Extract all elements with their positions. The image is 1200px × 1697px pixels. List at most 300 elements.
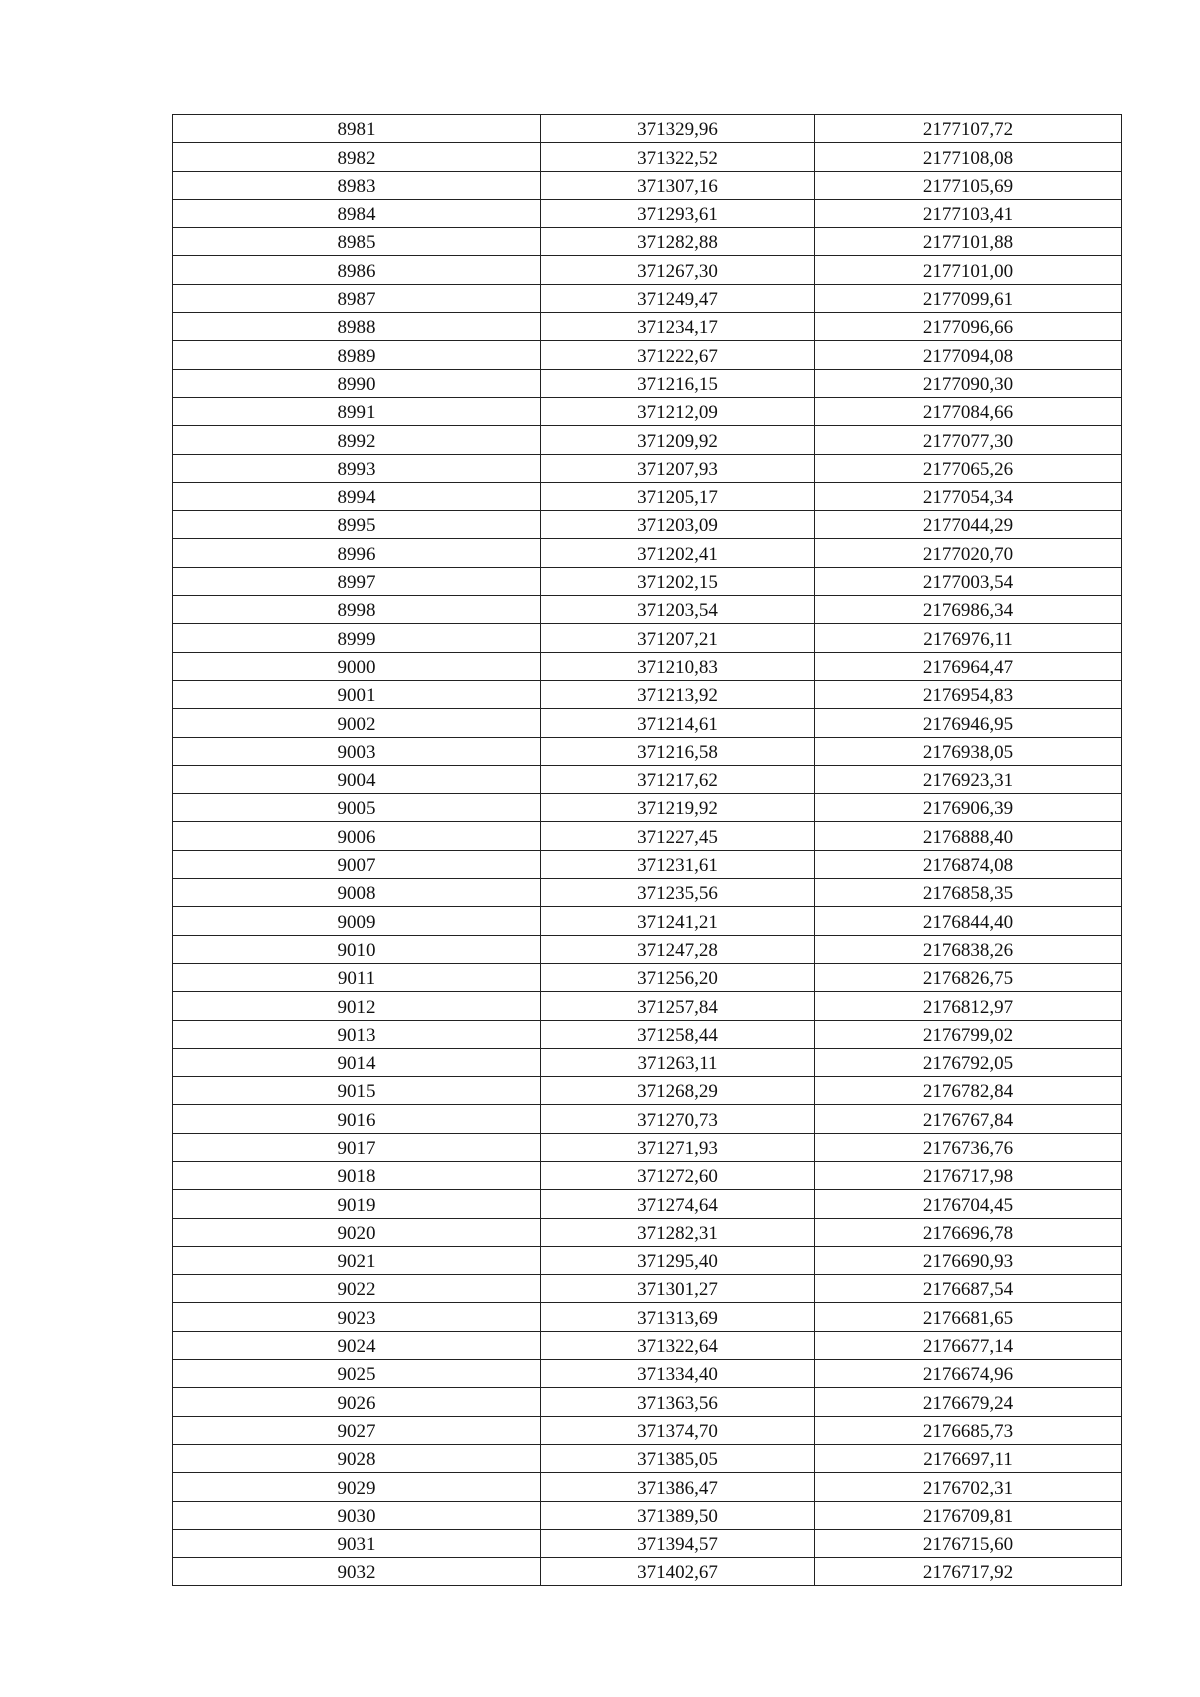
cell-text: 2176704,45: [922, 1194, 1014, 1216]
table-row: [173, 482, 1122, 510]
point-number-cell: [173, 397, 541, 425]
point-number-cell: [173, 454, 541, 482]
cell-text: 2176685,73: [922, 1420, 1014, 1442]
cell-text: 2177103,41: [922, 204, 1014, 226]
cell-text: 9017: [337, 1137, 376, 1159]
cell-text: 8997: [337, 572, 376, 594]
point-number-cell: [173, 963, 541, 991]
table-row: [173, 879, 1122, 907]
table-row: [173, 284, 1122, 312]
y-coordinate-cell: [815, 907, 1122, 935]
y-coordinate-cell: [815, 171, 1122, 199]
y-coordinate-cell: [815, 1048, 1122, 1076]
y-coordinate-cell: [815, 1388, 1122, 1416]
table-row: [173, 143, 1122, 171]
cell-text: 8986: [337, 260, 376, 282]
y-coordinate-cell: [815, 1416, 1122, 1444]
x-coordinate-cell: [541, 426, 815, 454]
x-coordinate-cell: [541, 1331, 815, 1359]
cell-text: 371202,15: [637, 572, 718, 594]
cell-text: 371203,54: [637, 600, 718, 622]
cell-text: 2176782,84: [922, 1081, 1014, 1103]
x-coordinate-cell: [541, 1218, 815, 1246]
point-number-cell: [173, 1077, 541, 1105]
point-number-cell: [173, 341, 541, 369]
x-coordinate-cell: [541, 709, 815, 737]
y-coordinate-cell: [815, 199, 1122, 227]
cell-text: 2176826,75: [922, 968, 1014, 990]
cell-text: 371213,92: [637, 685, 718, 707]
cell-text: 2177065,26: [922, 458, 1014, 480]
x-coordinate-cell: [541, 454, 815, 482]
table-row: [173, 652, 1122, 680]
cell-text: 9026: [337, 1392, 376, 1414]
point-number-cell: [173, 794, 541, 822]
cell-text: 371282,88: [637, 232, 718, 254]
cell-text: 2176717,98: [922, 1166, 1014, 1188]
y-coordinate-cell: [815, 1360, 1122, 1388]
cell-text: 371322,52: [637, 147, 718, 169]
cell-text: 371402,67: [637, 1562, 718, 1584]
cell-text: 371203,09: [637, 515, 718, 537]
point-number-cell: [173, 1444, 541, 1472]
x-coordinate-cell: [541, 1558, 815, 1586]
point-number-cell: [173, 143, 541, 171]
cell-text: 371307,16: [637, 175, 718, 197]
x-coordinate-cell: [541, 313, 815, 341]
point-number-cell: [173, 1105, 541, 1133]
cell-text: 2177044,29: [922, 515, 1014, 537]
cell-text: 371247,28: [637, 939, 718, 961]
point-number-cell: [173, 1020, 541, 1048]
y-coordinate-cell: [815, 115, 1122, 143]
y-coordinate-cell: [815, 850, 1122, 878]
cell-text: 9029: [337, 1477, 376, 1499]
cell-text: 9024: [337, 1336, 376, 1358]
x-coordinate-cell: [541, 482, 815, 510]
cell-text: 8983: [337, 175, 376, 197]
point-number-cell: [173, 935, 541, 963]
cell-text: 9008: [337, 883, 376, 905]
cell-text: 2176690,93: [922, 1251, 1014, 1273]
cell-text: 9020: [337, 1222, 376, 1244]
point-number-cell: [173, 737, 541, 765]
cell-text: 2176715,60: [922, 1534, 1014, 1556]
y-coordinate-cell: [815, 1529, 1122, 1557]
cell-text: 371374,70: [637, 1420, 718, 1442]
table-row: [173, 171, 1122, 199]
cell-text: 9031: [337, 1534, 376, 1556]
table-row: [173, 115, 1122, 143]
y-coordinate-cell: [815, 454, 1122, 482]
cell-text: 9030: [337, 1505, 376, 1527]
cell-text: 8990: [337, 373, 376, 395]
point-number-cell: [173, 709, 541, 737]
cell-text: 371219,92: [637, 798, 718, 820]
cell-text: 9011: [337, 968, 376, 990]
point-number-cell: [173, 1303, 541, 1331]
cell-text: 2177090,30: [922, 373, 1014, 395]
y-coordinate-cell: [815, 1105, 1122, 1133]
cell-text: 8982: [337, 147, 376, 169]
y-coordinate-cell: [815, 624, 1122, 652]
y-coordinate-cell: [815, 1501, 1122, 1529]
cell-text: 9025: [337, 1364, 376, 1386]
cell-text: 371301,27: [637, 1279, 718, 1301]
x-coordinate-cell: [541, 1529, 815, 1557]
cell-text: 2176792,05: [922, 1053, 1014, 1075]
x-coordinate-cell: [541, 397, 815, 425]
table-row: [173, 1529, 1122, 1557]
table-row: [173, 1473, 1122, 1501]
y-coordinate-cell: [815, 1275, 1122, 1303]
y-coordinate-cell: [815, 737, 1122, 765]
table-row: [173, 397, 1122, 425]
cell-text: 2176696,78: [922, 1222, 1014, 1244]
table-row: [173, 567, 1122, 595]
y-coordinate-cell: [815, 1331, 1122, 1359]
cell-text: 371234,17: [637, 317, 718, 339]
cell-text: 2176702,31: [922, 1477, 1014, 1499]
cell-text: 2176697,11: [923, 1449, 1013, 1471]
point-number-cell: [173, 680, 541, 708]
x-coordinate-cell: [541, 1360, 815, 1388]
point-number-cell: [173, 199, 541, 227]
cell-text: 371389,50: [637, 1505, 718, 1527]
cell-text: 2176954,83: [922, 685, 1014, 707]
point-number-cell: [173, 426, 541, 454]
cell-text: 2176709,81: [922, 1505, 1014, 1527]
cell-text: 2176679,24: [922, 1392, 1014, 1414]
cell-text: 2176677,14: [922, 1336, 1014, 1358]
x-coordinate-cell: [541, 1303, 815, 1331]
cell-text: 8993: [337, 458, 376, 480]
y-coordinate-cell: [815, 1303, 1122, 1331]
point-number-cell: [173, 115, 541, 143]
x-coordinate-cell: [541, 1275, 815, 1303]
cell-text: 2177108,08: [922, 147, 1014, 169]
cell-text: 2176844,40: [922, 911, 1014, 933]
x-coordinate-cell: [541, 737, 815, 765]
cell-text: 8987: [337, 289, 376, 311]
table-row: [173, 369, 1122, 397]
point-number-cell: [173, 1360, 541, 1388]
table-row: [173, 1444, 1122, 1472]
cell-text: 2176812,97: [922, 996, 1014, 1018]
cell-text: 9018: [337, 1166, 376, 1188]
point-number-cell: [173, 1558, 541, 1586]
table-row: [173, 1133, 1122, 1161]
table-row: [173, 1331, 1122, 1359]
cell-text: 8999: [337, 628, 376, 650]
y-coordinate-cell: [815, 1444, 1122, 1472]
x-coordinate-cell: [541, 596, 815, 624]
table-row: [173, 1218, 1122, 1246]
coordinates-table: [172, 114, 1122, 1586]
point-number-cell: [173, 879, 541, 907]
cell-text: 2176923,31: [922, 770, 1014, 792]
cell-text: 8992: [337, 430, 376, 452]
table-row: [173, 1303, 1122, 1331]
cell-text: 2177020,70: [922, 543, 1014, 565]
table-row: [173, 624, 1122, 652]
x-coordinate-cell: [541, 1161, 815, 1189]
cell-text: 8981: [337, 119, 376, 141]
y-coordinate-cell: [815, 539, 1122, 567]
cell-text: 2177054,34: [922, 487, 1014, 509]
y-coordinate-cell: [815, 567, 1122, 595]
point-number-cell: [173, 567, 541, 595]
y-coordinate-cell: [815, 765, 1122, 793]
cell-text: 371295,40: [637, 1251, 718, 1273]
x-coordinate-cell: [541, 1020, 815, 1048]
cell-text: 9012: [337, 996, 376, 1018]
cell-text: 371272,60: [637, 1166, 718, 1188]
table-row: [173, 907, 1122, 935]
cell-text: 9001: [337, 685, 376, 707]
y-coordinate-cell: [815, 143, 1122, 171]
y-coordinate-cell: [815, 511, 1122, 539]
cell-text: 9023: [337, 1307, 376, 1329]
table-row: [173, 1416, 1122, 1444]
cell-text: 371231,61: [637, 855, 718, 877]
point-number-cell: [173, 482, 541, 510]
point-number-cell: [173, 369, 541, 397]
cell-text: 2176964,47: [922, 656, 1014, 678]
table-row: [173, 737, 1122, 765]
x-coordinate-cell: [541, 963, 815, 991]
y-coordinate-cell: [815, 963, 1122, 991]
x-coordinate-cell: [541, 879, 815, 907]
cell-text: 371258,44: [637, 1024, 718, 1046]
table-row: [173, 256, 1122, 284]
x-coordinate-cell: [541, 199, 815, 227]
point-number-cell: [173, 992, 541, 1020]
cell-text: 9006: [337, 826, 376, 848]
cell-text: 371241,21: [637, 911, 718, 933]
y-coordinate-cell: [815, 1218, 1122, 1246]
cell-text: 8996: [337, 543, 376, 565]
y-coordinate-cell: [815, 482, 1122, 510]
table-row: [173, 511, 1122, 539]
cell-text: 9015: [337, 1081, 376, 1103]
x-coordinate-cell: [541, 284, 815, 312]
x-coordinate-cell: [541, 935, 815, 963]
cell-text: 2177003,54: [922, 572, 1014, 594]
y-coordinate-cell: [815, 652, 1122, 680]
cell-text: 371202,41: [637, 543, 718, 565]
table-row: [173, 1360, 1122, 1388]
x-coordinate-cell: [541, 539, 815, 567]
y-coordinate-cell: [815, 313, 1122, 341]
point-number-cell: [173, 652, 541, 680]
point-number-cell: [173, 539, 541, 567]
cell-text: 2176838,26: [922, 939, 1014, 961]
point-number-cell: [173, 1331, 541, 1359]
cell-text: 2176986,34: [922, 600, 1014, 622]
x-coordinate-cell: [541, 822, 815, 850]
cell-text: 9028: [337, 1449, 376, 1471]
x-coordinate-cell: [541, 1444, 815, 1472]
x-coordinate-cell: [541, 1048, 815, 1076]
table-row: [173, 426, 1122, 454]
table-row: [173, 1558, 1122, 1586]
point-number-cell: [173, 1529, 541, 1557]
x-coordinate-cell: [541, 680, 815, 708]
cell-text: 9022: [337, 1279, 376, 1301]
x-coordinate-cell: [541, 992, 815, 1020]
x-coordinate-cell: [541, 1190, 815, 1218]
table-row: [173, 539, 1122, 567]
point-number-cell: [173, 1161, 541, 1189]
cell-text: 371217,62: [637, 770, 718, 792]
cell-text: 371263,11: [637, 1053, 718, 1075]
x-coordinate-cell: [541, 256, 815, 284]
cell-text: 2177101,88: [922, 232, 1014, 254]
point-number-cell: [173, 1275, 541, 1303]
point-number-cell: [173, 850, 541, 878]
table-row: [173, 1190, 1122, 1218]
table-row: [173, 850, 1122, 878]
x-coordinate-cell: [541, 794, 815, 822]
y-coordinate-cell: [815, 284, 1122, 312]
cell-text: 9027: [337, 1420, 376, 1442]
cell-text: 371207,21: [637, 628, 718, 650]
cell-text: 9014: [337, 1053, 376, 1075]
point-number-cell: [173, 1133, 541, 1161]
point-number-cell: [173, 1190, 541, 1218]
cell-text: 9013: [337, 1024, 376, 1046]
x-coordinate-cell: [541, 1416, 815, 1444]
y-coordinate-cell: [815, 1190, 1122, 1218]
x-coordinate-cell: [541, 850, 815, 878]
cell-text: 8985: [337, 232, 376, 254]
table-row: [173, 709, 1122, 737]
cell-text: 371363,56: [637, 1392, 718, 1414]
cell-text: 371205,17: [637, 487, 718, 509]
table-row: [173, 935, 1122, 963]
y-coordinate-cell: [815, 228, 1122, 256]
x-coordinate-cell: [541, 143, 815, 171]
table-row: [173, 228, 1122, 256]
point-number-cell: [173, 228, 541, 256]
cell-text: 371216,58: [637, 741, 718, 763]
cell-text: 8991: [337, 402, 376, 424]
table-row: [173, 1105, 1122, 1133]
cell-text: 2177107,72: [922, 119, 1014, 141]
point-number-cell: [173, 822, 541, 850]
cell-text: 2176717,92: [922, 1562, 1014, 1584]
y-coordinate-cell: [815, 1133, 1122, 1161]
cell-text: 2177096,66: [922, 317, 1014, 339]
cell-text: 9019: [337, 1194, 376, 1216]
table-row: [173, 1161, 1122, 1189]
x-coordinate-cell: [541, 171, 815, 199]
y-coordinate-cell: [815, 794, 1122, 822]
table-row: [173, 1246, 1122, 1274]
cell-text: 371270,73: [637, 1109, 718, 1131]
cell-text: 2176681,65: [922, 1307, 1014, 1329]
y-coordinate-cell: [815, 709, 1122, 737]
cell-text: 371212,09: [637, 402, 718, 424]
table-row: [173, 794, 1122, 822]
cell-text: 371385,05: [637, 1449, 718, 1471]
cell-text: 2176674,96: [922, 1364, 1014, 1386]
table-row: [173, 1388, 1122, 1416]
point-number-cell: [173, 313, 541, 341]
cell-text: 2176799,02: [922, 1024, 1014, 1046]
cell-text: 8984: [337, 204, 376, 226]
point-number-cell: [173, 284, 541, 312]
cell-text: 8995: [337, 515, 376, 537]
table-row: [173, 313, 1122, 341]
y-coordinate-cell: [815, 879, 1122, 907]
cell-text: 371227,45: [637, 826, 718, 848]
x-coordinate-cell: [541, 1246, 815, 1274]
y-coordinate-cell: [815, 596, 1122, 624]
cell-text: 9010: [337, 939, 376, 961]
y-coordinate-cell: [815, 992, 1122, 1020]
cell-text: 2176938,05: [922, 741, 1014, 763]
y-coordinate-cell: [815, 397, 1122, 425]
table-row: [173, 963, 1122, 991]
y-coordinate-cell: [815, 935, 1122, 963]
cell-text: 9007: [337, 855, 376, 877]
x-coordinate-cell: [541, 765, 815, 793]
point-number-cell: [173, 1218, 541, 1246]
cell-text: 2177084,66: [922, 402, 1014, 424]
x-coordinate-cell: [541, 1105, 815, 1133]
cell-text: 371257,84: [637, 996, 718, 1018]
point-number-cell: [173, 1048, 541, 1076]
point-number-cell: [173, 1246, 541, 1274]
cell-text: 9005: [337, 798, 376, 820]
cell-text: 2177101,00: [922, 260, 1014, 282]
x-coordinate-cell: [541, 1501, 815, 1529]
table-row: [173, 680, 1122, 708]
x-coordinate-cell: [541, 624, 815, 652]
cell-text: 2176888,40: [922, 826, 1014, 848]
y-coordinate-cell: [815, 341, 1122, 369]
cell-text: 371282,31: [637, 1222, 718, 1244]
y-coordinate-cell: [815, 1246, 1122, 1274]
cell-text: 371394,57: [637, 1534, 718, 1556]
cell-text: 2176946,95: [922, 713, 1014, 735]
cell-text: 371329,96: [637, 119, 718, 141]
cell-text: 371313,69: [637, 1307, 718, 1329]
cell-text: 371210,83: [637, 656, 718, 678]
y-coordinate-cell: [815, 256, 1122, 284]
cell-text: 371207,93: [637, 458, 718, 480]
table-row: [173, 199, 1122, 227]
cell-text: 371271,93: [637, 1137, 718, 1159]
cell-text: 2177105,69: [922, 175, 1014, 197]
table-row: [173, 1077, 1122, 1105]
cell-text: 371274,64: [637, 1194, 718, 1216]
cell-text: 9003: [337, 741, 376, 763]
x-coordinate-cell: [541, 115, 815, 143]
cell-text: 9016: [337, 1109, 376, 1131]
point-number-cell: [173, 256, 541, 284]
y-coordinate-cell: [815, 822, 1122, 850]
x-coordinate-cell: [541, 1133, 815, 1161]
x-coordinate-cell: [541, 1473, 815, 1501]
point-number-cell: [173, 1473, 541, 1501]
y-coordinate-cell: [815, 1558, 1122, 1586]
x-coordinate-cell: [541, 652, 815, 680]
point-number-cell: [173, 1416, 541, 1444]
point-number-cell: [173, 624, 541, 652]
